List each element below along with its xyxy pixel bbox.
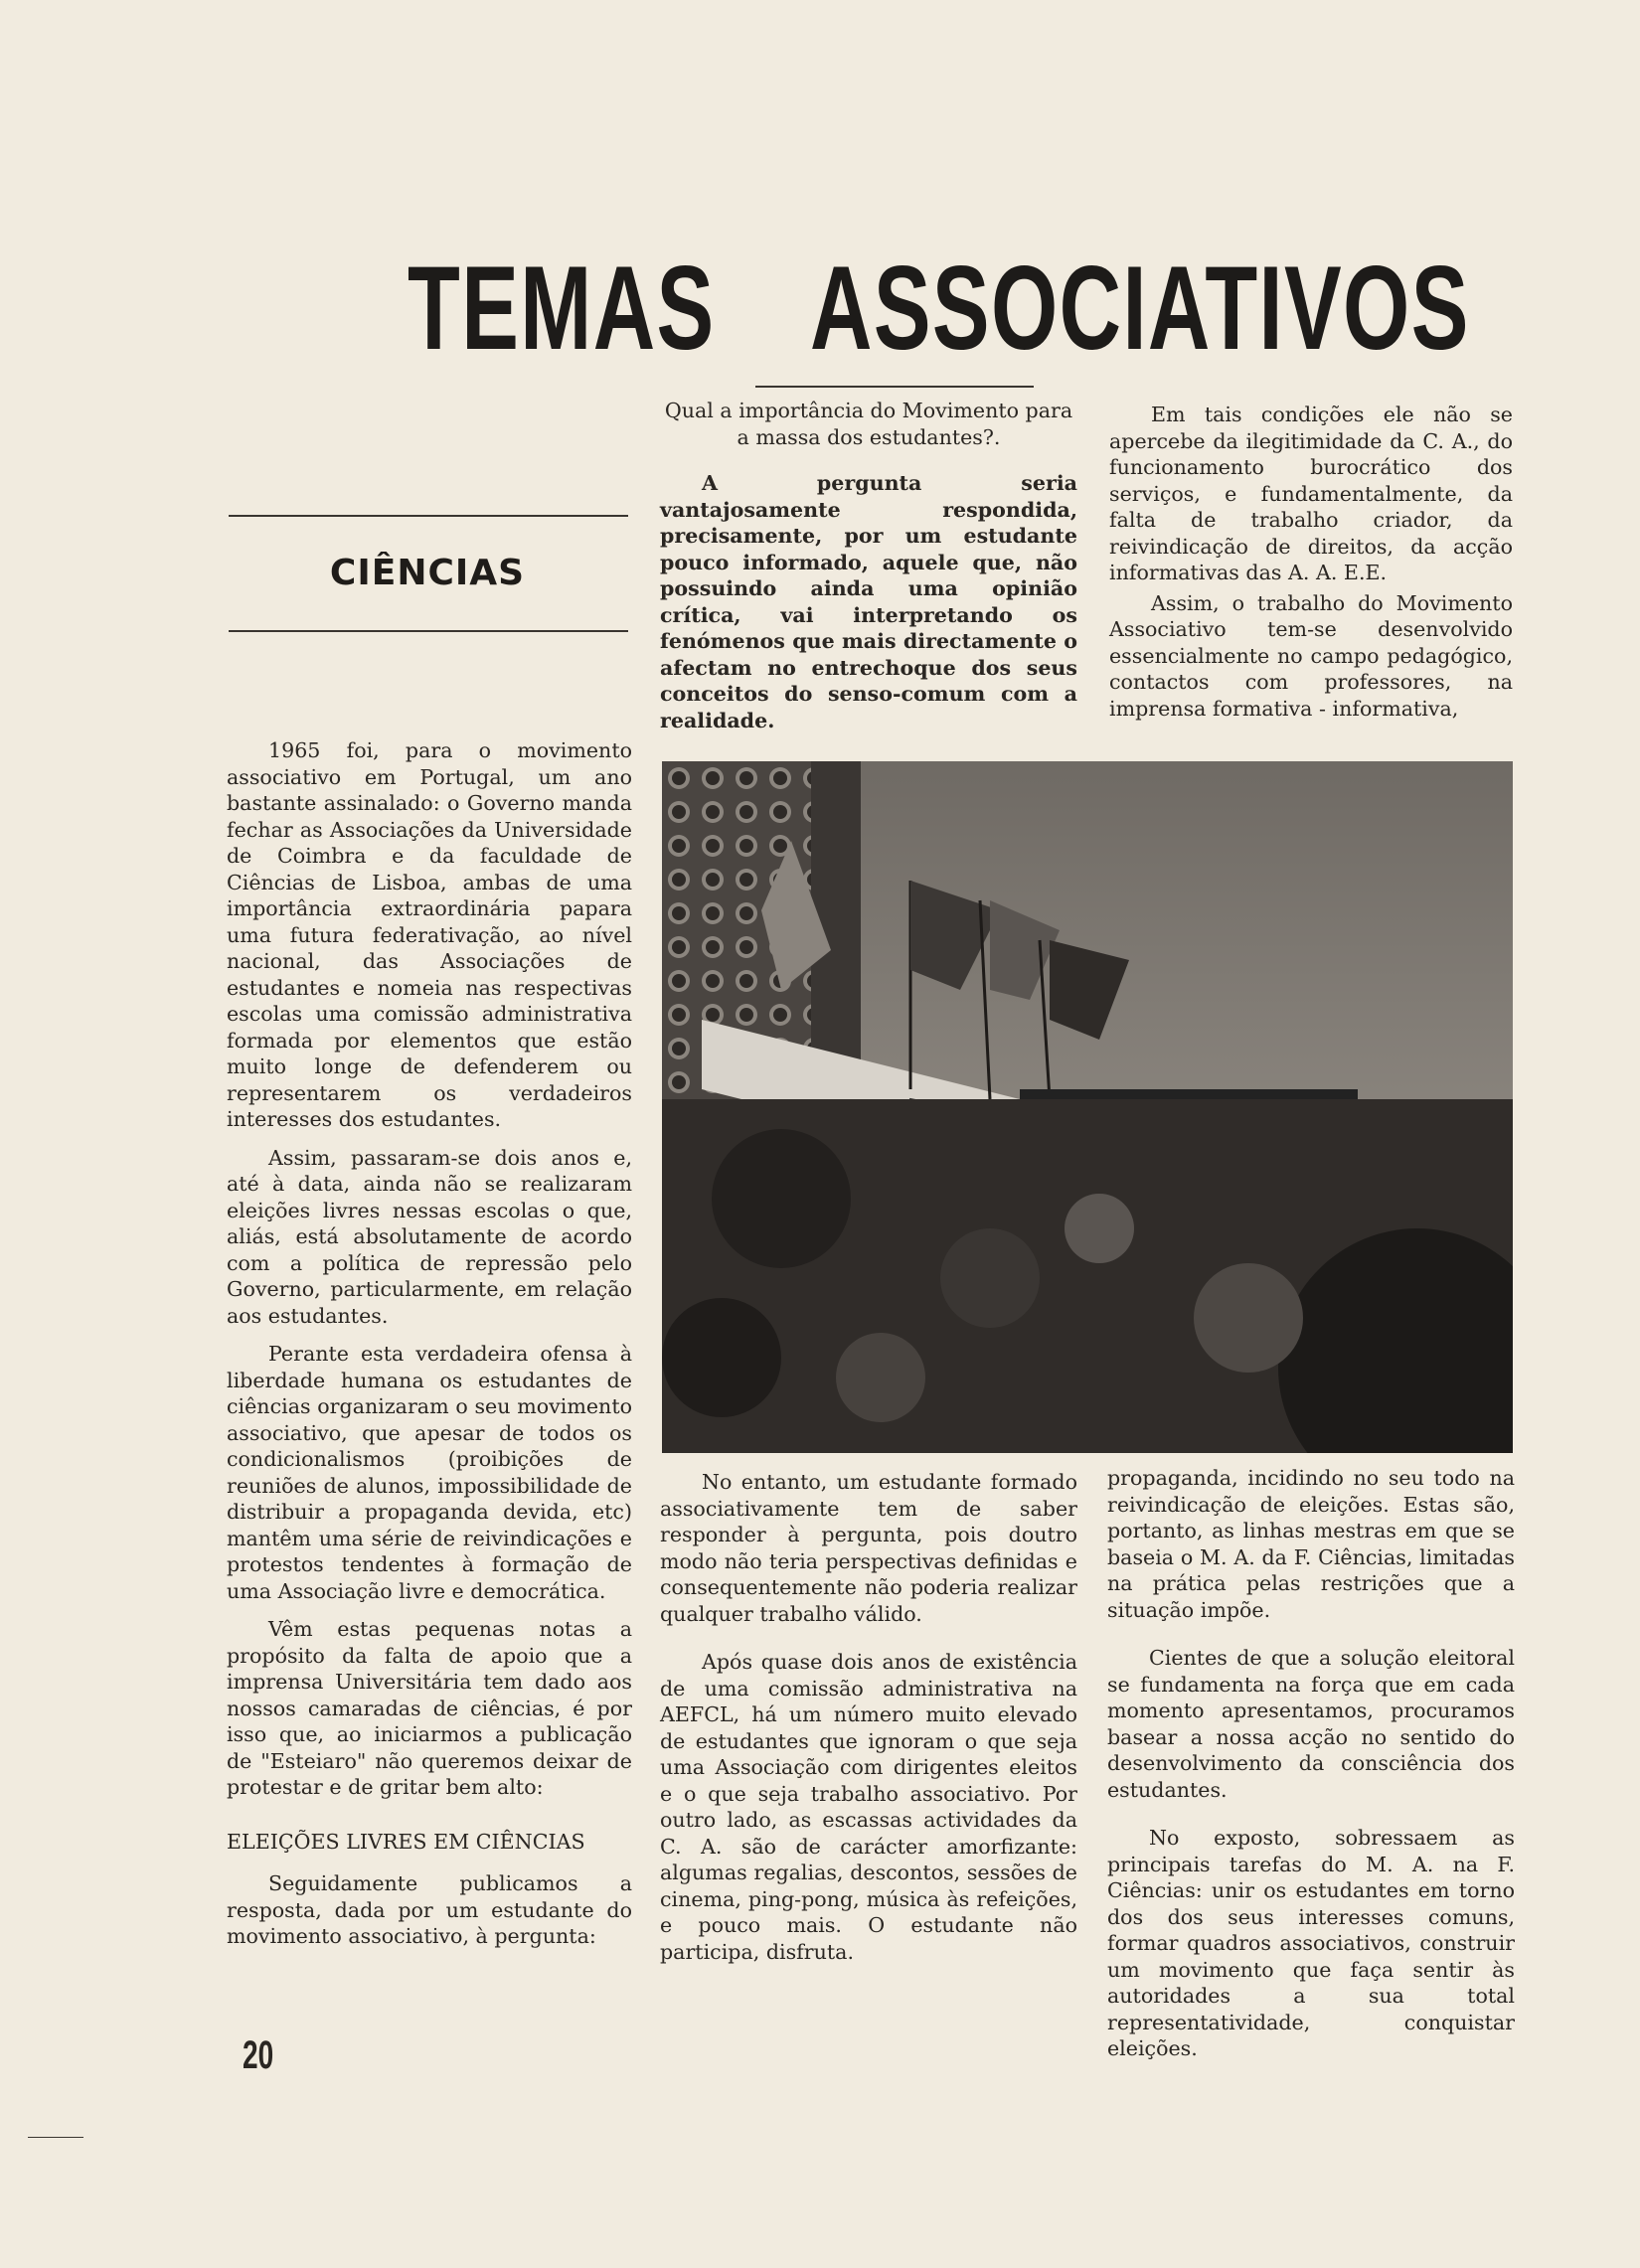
body-paragraph: propaganda, incidindo no seu todo na reivindicação de eleições. Estas são, portanto, as linhas mestras em que se baseia o M. A. da F. Ciências, limitadas na prática pelas restrições que a situação impõe.: [1107, 1466, 1515, 1622]
headline-word-associativos: ASSOCIATIVOS: [810, 242, 1470, 375]
column-middle-top: [660, 398, 1077, 745]
question-text: Qual a importância do Movimento para a massa dos estudantes?.: [664, 399, 1073, 449]
protest-photo-drawing: [662, 761, 1513, 1453]
body-paragraph: Assim, o trabalho do Movimento Associativo tem-se desenvolvido essencialmente no campo pedagógico, contactos com professores, na imprensa formativa - informativa,: [1109, 590, 1513, 721]
body-paragraph: Vêm estas pequenas notas a propósito da falta de apoio que a imprensa Universitária tem dado aos nossos camaradas de ciências, é por isso que, ao iniciarmos a publicação de "Esteiaro" não queremos deixar de protestar e de gritar bem alto:: [227, 1617, 632, 1799]
body-paragraph: Seguidamente publicamos a resposta, dada por um estudante do movimento associativo, à pergunta:: [227, 1871, 632, 1948]
headline-word-temas: TEMAS: [408, 242, 716, 375]
body-paragraph: 1965 foi, para o movimento associativo em Portugal, um ano bastante assinalado: o Governo manda fechar as Associações da Universidade de Coimbra e da faculdade de Ciências de Lisboa, ambas de uma importância extraordinária papara uma futura federativação, ao nível nacional, das Associações de estudantes e nomeia nas respectivas escolas uma comissão administrativa formada por elementos que estão muito longe de defenderem ou representarem os verdadeiros interesses dos estudantes.: [227, 738, 632, 1131]
protest-photo: [662, 761, 1513, 1453]
body-paragraph: Cientes de que a solução eleitoral se fundamenta na força que em cada momento apresentamos, procuramos basear a nossa acção no sentido do desenvolvimento da consciência dos estudantes.: [1107, 1646, 1515, 1802]
column-left: [227, 737, 632, 1962]
body-paragraph: Em tais condições ele não se apercebe da ilegitimidade da C. A., do funcionamento burocrático dos serviços, e fundamentalmente, da falta de trabalho criador, da reivindicação de direitos, da acção informativas das A. A. E.E.: [1109, 403, 1513, 584]
body-paragraph: Após quase dois anos de existência de uma comissão administrativa na AEFCL, há um número muito elevado de estudantes que ignoram o que seja uma Associação com dirigentes eleitos e o que seja trabalho associativo. Por outro lado, as escassas actividades da C. A. são de carácter amorfizante: algumas regalias, descontos, sessões de cinema, ping-pong, música às refeições, e pouco mais. O estudante não participa, disfruta.: [660, 1650, 1077, 1964]
column-right-top: [1109, 402, 1513, 733]
column-middle-bottom: [660, 1469, 1077, 1977]
page-number: 20: [243, 2033, 274, 2077]
body-paragraph: No entanto, um estudante formado associativamente tem de saber responder à pergunta, pois doutro modo não teria perspectivas definidas e consequentemente não poderia realizar qualquer trabalho válido.: [660, 1470, 1077, 1626]
section-rule-top: [229, 515, 628, 517]
body-paragraph: A pergunta seria vantajosamente respondida, precisamente, por um estudante pouco informado, aquele que, não possuindo ainda uma opinião crítica, vai interpretando os fenómenos que mais directamente o afectam no entrechoque dos seus conceitos do senso-comum com a realidade.: [660, 471, 1077, 732]
section-title: CIÊNCIAS: [329, 553, 526, 593]
body-paragraph: No exposto, sobressaem as principais tarefas do M. A. na F. Ciências: unir os estudantes em torno dos dos seus interesses comuns, formar quadros associativos, construir um movimento que faça sentir às autoridades a sua total representatividade, conquistar eleições.: [1107, 1826, 1515, 2060]
body-paragraph: Perante esta verdadeira ofensa à liberdade humana os estudantes de ciências organizaram o seu movimento associativo, que apesar de todos os condicionalismos (proibições de reuniões de alunos, impossibilidade de distribuir a propaganda devida, etc) mantêm uma série de reivindicações e protestos tendentes à formação de uma Associação livre e democrática.: [227, 1342, 632, 1603]
headline-underline: [755, 386, 1034, 388]
subheading: ELEIÇÕES LIVRES EM CIÊNCIAS: [227, 1829, 585, 1854]
body-paragraph: Assim, passaram-se dois anos e, até à data, ainda não se realizaram eleições livres nessas escolas o que, aliás, está absolutamente de acordo com a política de repressão pelo Governo, particularmente, em relação aos estudantes.: [227, 1145, 632, 1328]
column-right-bottom: [1107, 1465, 1515, 2074]
margin-mark: [28, 2137, 83, 2138]
section-rule-bottom: [229, 630, 628, 632]
